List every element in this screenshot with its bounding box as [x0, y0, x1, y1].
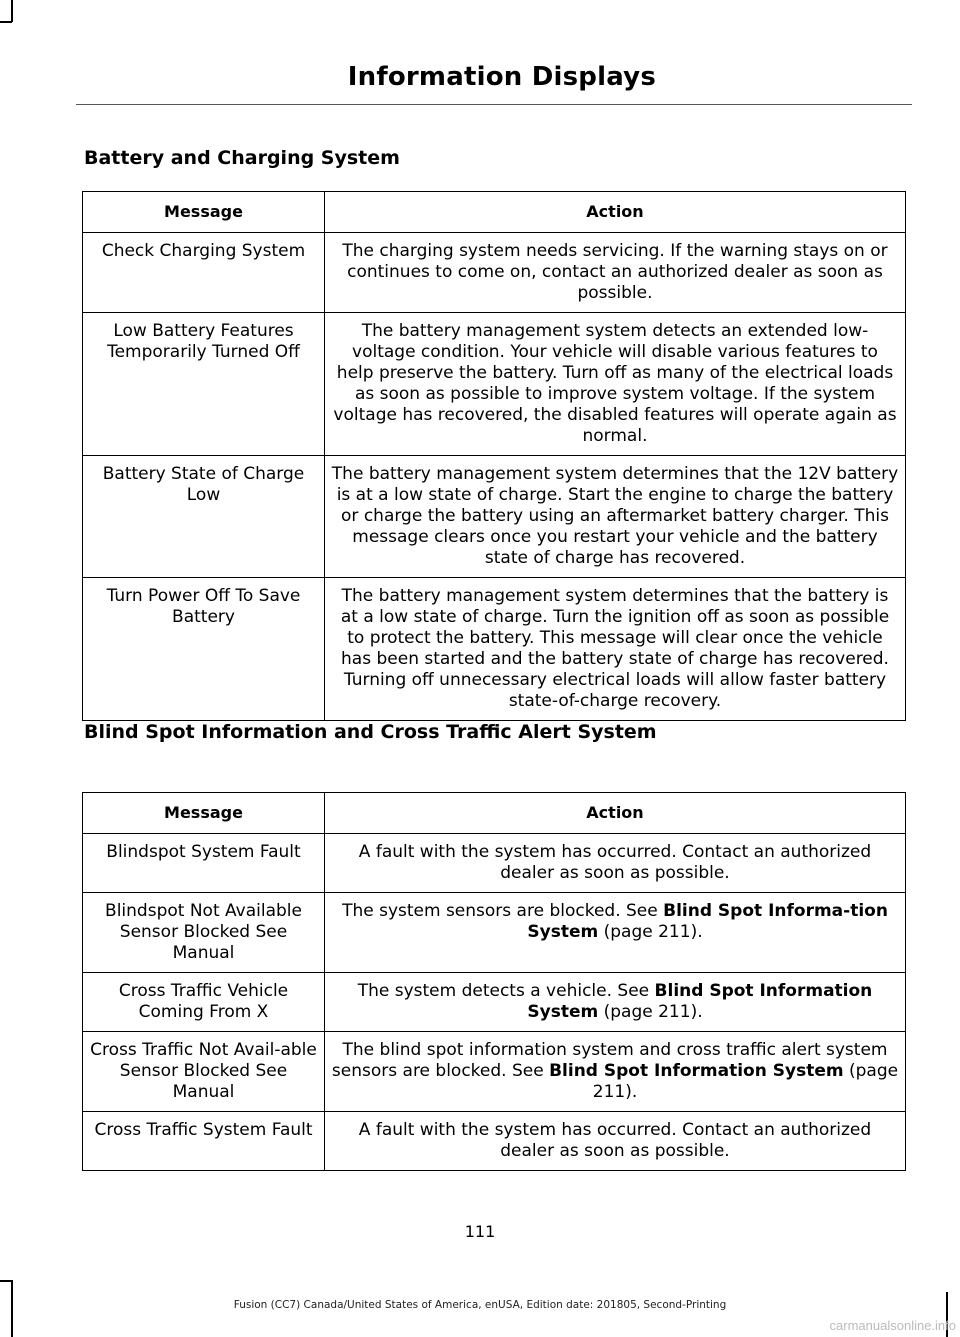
message-cell: Blindspot Not Available Sensor Blocked See Manual: [83, 893, 325, 973]
action-cell: The battery management system determines that the battery is at a low state of charge. Turn the ignition off as soon as possible to protect the battery. This message will clear once the vehicle has been started and the battery state of charge has recovered. Turning off unnecessary electrical loads will allow faster battery state-of-charge recovery.: [325, 578, 906, 721]
message-cell: Cross Traffic Not Avail-able Sensor Blocked See Manual: [83, 1032, 325, 1112]
header-divider: [76, 104, 912, 105]
column-header-action: Action: [325, 192, 906, 233]
edition-footer: Fusion (CC7) Canada/United States of America, enUSA, Edition date: 201805, Second-Printing: [233, 1299, 727, 1311]
table-row: [83, 893, 906, 973]
table-row: [83, 233, 906, 313]
table-row: [83, 1032, 906, 1112]
action-cell: A fault with the system has occurred. Contact an authorized dealer as soon as possible.: [325, 1112, 906, 1171]
table-header-row: [83, 793, 906, 834]
column-header-message: Message: [83, 192, 325, 233]
action-cell: [325, 973, 906, 1032]
table-row: [83, 456, 906, 578]
action-cell: [325, 1032, 906, 1112]
page-number: 111: [464, 1222, 496, 1241]
action-cell: The battery management system detects an extended low-voltage condition. Your vehicle will disable various features to help preserve the battery. Turn off as many of the electrical loads as soon as possible to improve system voltage. If the system voltage has recovered, the disabled features will operate again as normal.: [325, 313, 906, 456]
column-header-message: Message: [83, 793, 325, 834]
page-reference: (page 211).: [598, 1002, 703, 1022]
battery-messages-table: [82, 191, 906, 721]
action-text: The system sensors are blocked. See: [342, 901, 664, 921]
action-cell: [325, 893, 906, 973]
message-cell: Low Battery Features Temporarily Turned Off: [83, 313, 325, 456]
page-header-title: Information Displays: [347, 62, 656, 92]
message-cell: Cross Traffic Vehicle Coming From X: [83, 973, 325, 1032]
action-cell: A fault with the system has occurred. Contact an authorized dealer as soon as possible.: [325, 834, 906, 893]
blind-spot-messages-table: [82, 792, 906, 1171]
section-title-blind-spot: Blind Spot Information and Cross Traffic Alert System: [84, 721, 657, 743]
table-row: [83, 834, 906, 893]
cross-reference-link[interactable]: Blind Spot Information System: [549, 1061, 844, 1081]
action-cell: The charging system needs servicing. If the warning stays on or continues to come on, contact an authorized dealer as soon as possible.: [325, 233, 906, 313]
crop-mark-top-left-v: [11, 0, 13, 22]
action-text: The blind spot information system and cross traffic alert system sensors are blocked. See: [331, 1040, 888, 1081]
table-row: [83, 1112, 906, 1171]
table-row: [83, 313, 906, 456]
message-cell: Cross Traffic System Fault: [83, 1112, 325, 1171]
crop-mark-top-left-h: [0, 21, 12, 23]
table-row: [83, 973, 906, 1032]
message-cell: Blindspot System Fault: [83, 834, 325, 893]
message-cell: Battery State of Charge Low: [83, 456, 325, 578]
column-header-action: Action: [325, 793, 906, 834]
action-cell: The battery management system determines that the 12V battery is at a low state of charge. Start the engine to charge the battery or charge the battery using an aftermarket battery charger. This message clears once you restart your vehicle and the battery state of charge has recovered.: [325, 456, 906, 578]
cross-reference-link[interactable]: Blind Spot Information System: [527, 981, 873, 1022]
page-reference: (page 211).: [592, 1061, 899, 1102]
page-reference: (page 211).: [598, 922, 703, 942]
message-cell: Check Charging System: [83, 233, 325, 313]
watermark: carmanualsonline.info: [829, 1318, 956, 1333]
section-title-battery: Battery and Charging System: [84, 147, 400, 169]
action-text: The system detects a vehicle. See: [357, 981, 655, 1001]
message-cell: Turn Power Off To Save Battery: [83, 578, 325, 721]
table-row: [83, 578, 906, 721]
crop-mark-bottom-left-h: [0, 1280, 12, 1282]
table-header-row: [83, 192, 906, 233]
cross-reference-link[interactable]: Blind Spot Informa-tion System: [527, 901, 888, 942]
